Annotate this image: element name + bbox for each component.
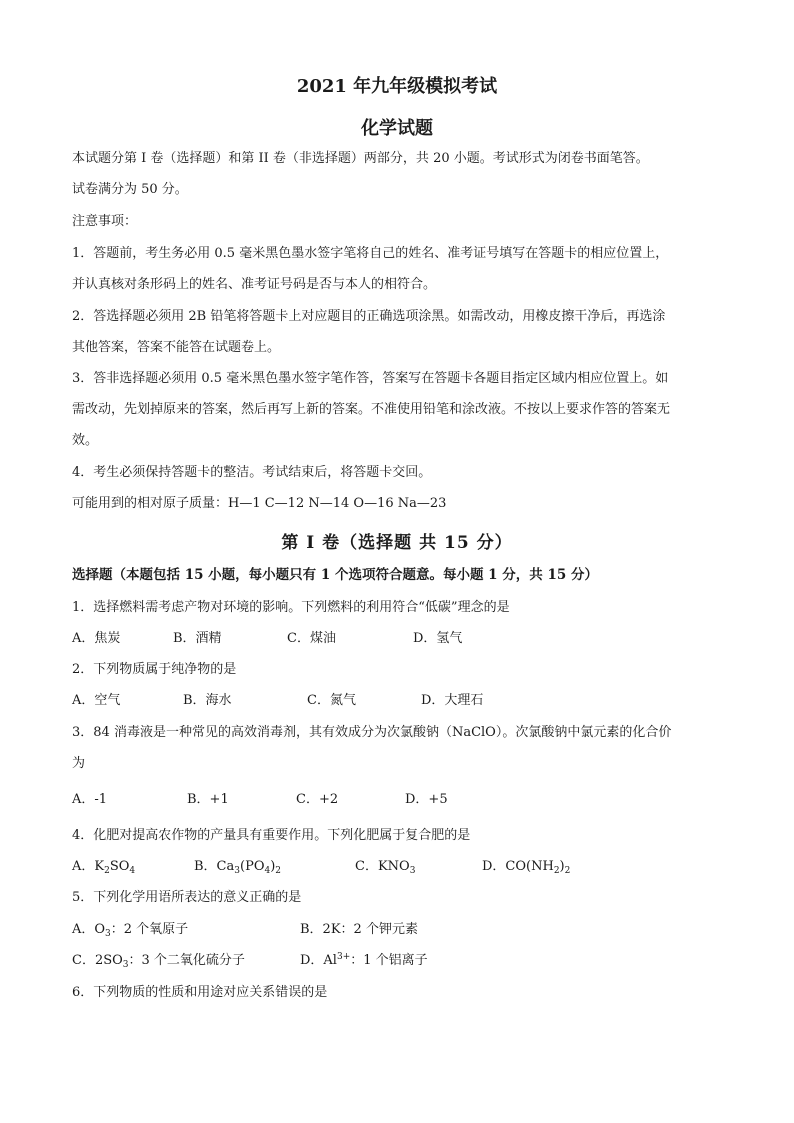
formula-part: ：2 个氧原子 [110, 922, 189, 937]
intro-line-1: 本试题分第 I 卷（选择题）和第 II 卷（非选择题）两部分，共 20 小题。考试形式为闭卷书面笔答。 [72, 151, 649, 166]
formula-part: D．CO(NH [482, 859, 554, 874]
question-3-option-b: B．+1 [187, 792, 229, 807]
formula-part: D．Al [300, 953, 337, 968]
note-1-line-1: 1．答题前，考生务必用 0.5 毫米黑色墨水签字笔将自己的姓名、准考证号填写在答题卡的相应位置上， [72, 246, 669, 261]
question-3-option-a: A．-1 [72, 792, 108, 807]
question-5-stem: 5．下列化学用语所表达的意义正确的是 [72, 890, 302, 905]
question-3-option-d: D．+5 [405, 792, 448, 807]
formula-part: C．2SO [72, 953, 123, 968]
atomic-masses: 可能用到的相对原子质量：H—1 C—12 N—14 O—16 Na—23 [72, 496, 447, 511]
section-title: 第 I 卷（选择题 共 15 分） [281, 533, 513, 553]
question-2-option-a: A．空气 [72, 693, 121, 708]
formula-part: ：3 个二氧化硫分子 [128, 953, 245, 968]
exam-subject-title: 化学试题 [361, 118, 433, 139]
formula-part: SO [109, 859, 130, 874]
section-instructions: 选择题（本题包括 15 小题，每小题只有 1 个选项符合题意。每小题 1 分，共 15 分） [72, 567, 598, 583]
question-4-option-b [194, 859, 281, 875]
question-3-stem-line-1: 3．84 消毒液是一种常见的高效消毒剂，其有效成分为次氯酸钠（NaClO）。次氯酸钠中氯元素的化合价 [72, 725, 672, 740]
question-2-option-c: C．氮气 [307, 693, 356, 708]
question-4-option-a [72, 859, 135, 875]
note-1-line-2: 并认真核对条形码上的姓名、准考证号码是否与本人的相符合。 [72, 277, 437, 292]
question-4-option-c [355, 859, 415, 875]
formula-part: ) [270, 859, 276, 874]
formula-part: A．O [72, 922, 106, 937]
question-5-option-a [72, 922, 188, 938]
formula-part: A．K [72, 859, 105, 874]
question-4-stem: 4．化肥对提高农作物的产量具有重要作用。下列化肥属于复合肥的是 [72, 828, 471, 843]
note-3-line-1: 3．答非选择题必须用 0.5 毫米黑色墨水签字笔作答，答案写在答题卡各题目指定区域内相应位置上。如 [72, 371, 669, 386]
formula-part: C．KNO [355, 859, 410, 874]
intro-line-2: 试卷满分为 50 分。 [72, 182, 188, 197]
formula-subscript: 3 [105, 929, 111, 939]
question-5-option-d [300, 953, 428, 969]
formula-subscript: 2 [104, 866, 110, 876]
note-2-line-1: 2．答选择题必须用 2B 铅笔将答题卡上对应题目的正确选项涂黑。如需改动，用橡皮擦干净后，再选涂 [72, 309, 666, 324]
formula-superscript: 3+ [336, 952, 351, 962]
formula-subscript: 4 [129, 866, 136, 876]
exam-title: 2021 年九年级模拟考试 [296, 76, 498, 97]
question-1-option-d: D．氢气 [413, 631, 463, 646]
question-3-stem-line-2: 为 [72, 756, 86, 771]
question-1-option-a: A．焦炭 [72, 631, 121, 646]
question-4-option-d [482, 859, 570, 875]
question-2-option-b: B．海水 [183, 693, 232, 708]
note-3-line-2: 需改动，先划掉原来的答案，然后再写上新的答案。不准使用铅笔和涂改液。不按以上要求作答的答案无 [72, 402, 671, 417]
formula-subscript: 2 [553, 866, 560, 876]
note-2-line-2: 其他答案，答案不能答在试题卷上。 [72, 340, 281, 355]
question-3-option-c: C．+2 [296, 792, 339, 807]
formula-subscript: 3 [122, 960, 129, 970]
question-5-option-b: B．2K：2 个钾元素 [300, 922, 418, 937]
formula-part: ) [559, 859, 565, 874]
formula-subscript: 3 [234, 866, 240, 876]
note-3-line-3: 效。 [72, 433, 99, 448]
notes-heading: 注意事项： [72, 214, 138, 229]
question-6-stem: 6．下列物质的性质和用途对应关系错误的是 [72, 985, 328, 1000]
formula-part: (PO [240, 859, 265, 874]
note-4: 4．考生必须保持答题卡的整洁。考试结束后，将答题卡交回。 [72, 465, 432, 480]
question-1-option-c: C．煤油 [287, 631, 336, 646]
question-1-option-b: B．酒精 [173, 631, 222, 646]
question-2-option-d: D．大理石 [421, 693, 484, 708]
formula-part: ：1 个铝离子 [350, 953, 428, 968]
question-2-stem: 2．下列物质属于纯净物的是 [72, 662, 237, 677]
formula-subscript: 3 [409, 866, 416, 876]
question-5-option-c [72, 953, 245, 969]
question-1-stem: 1．选择燃料需考虑产物对环境的影响。下列燃料的利用符合“低碳”理念的是 [72, 600, 510, 615]
formula-subscript: 4 [264, 866, 271, 876]
formula-subscript: 2 [564, 866, 571, 876]
formula-part: B．Ca [194, 859, 235, 874]
formula-subscript: 2 [275, 866, 282, 876]
